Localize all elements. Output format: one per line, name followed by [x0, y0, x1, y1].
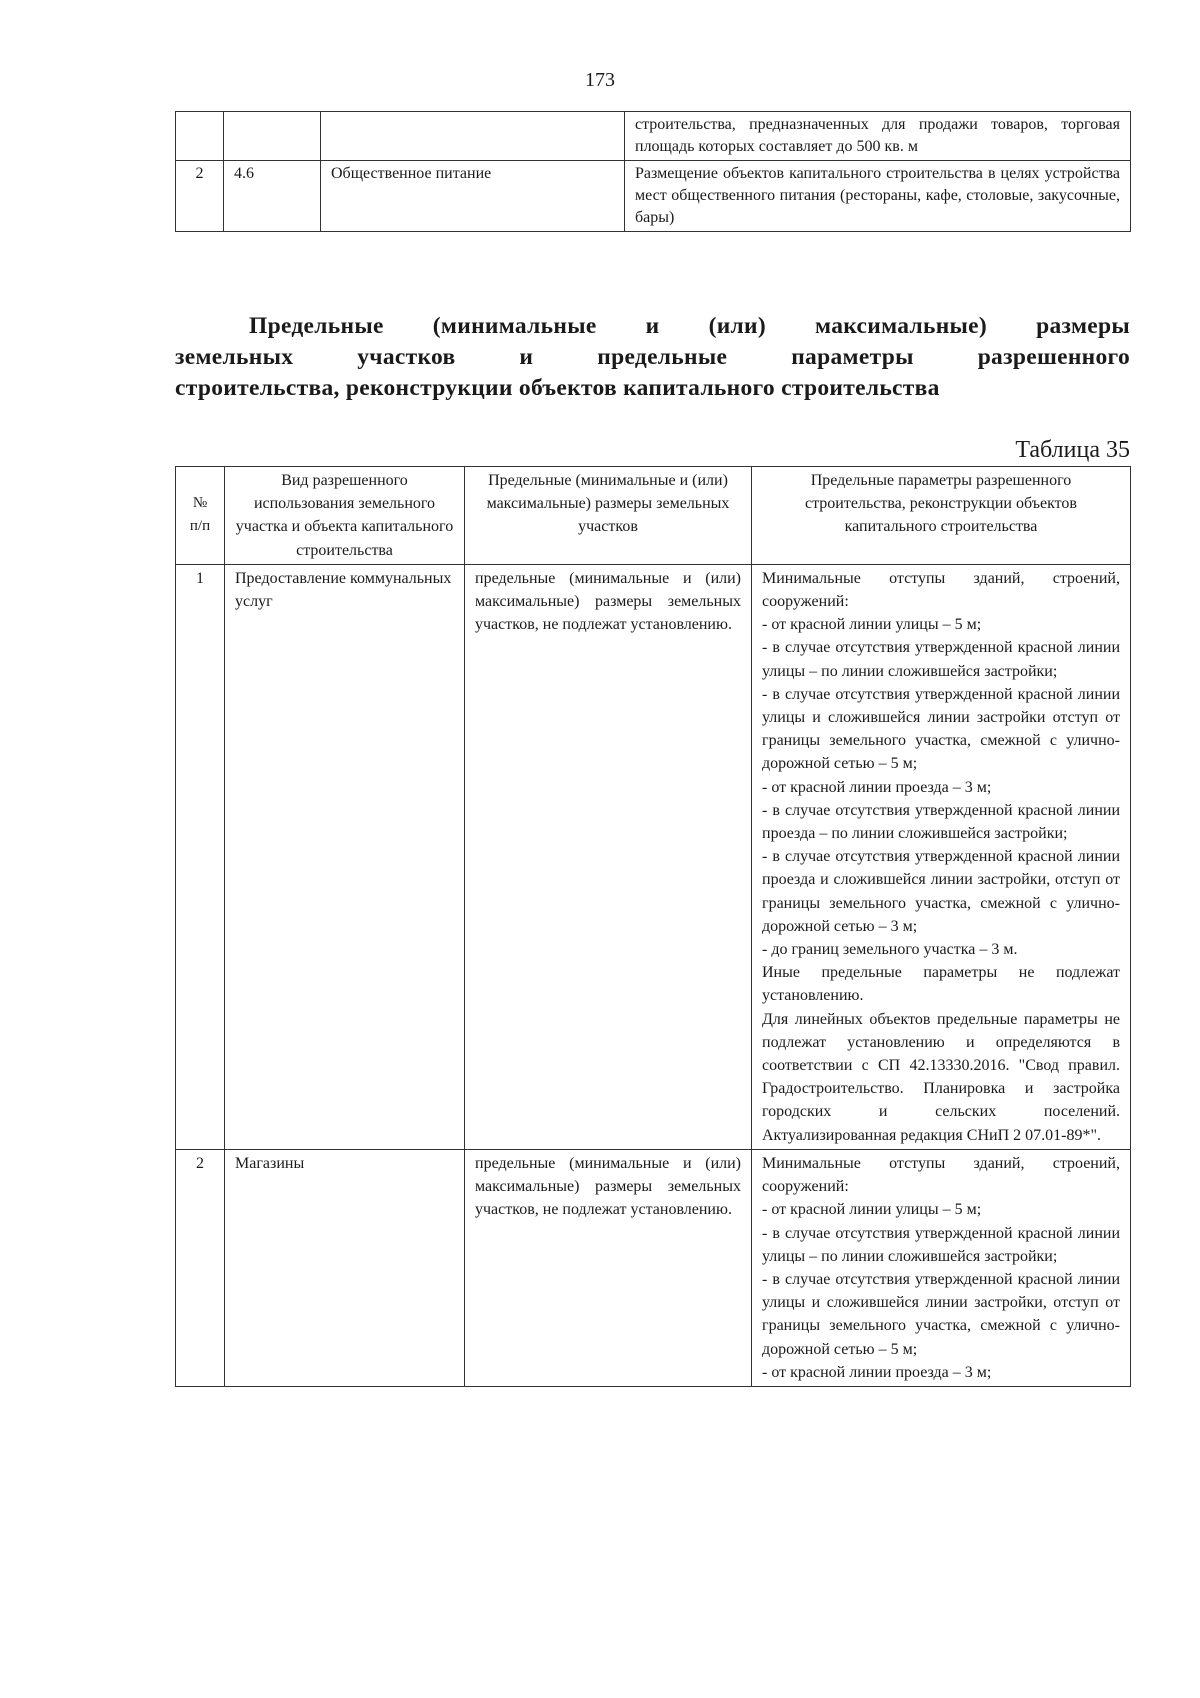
- param-item: - в случае отсутствия утвержденной красной линии улицы и сложившейся линии застройки, отступ от границы земельного участка, смежной с улично-дорожной сетью – 5 м;: [762, 1270, 1120, 1358]
- header-plot-sizes: Предельные (минимальные и (или) максимальные) размеры земельных участков: [465, 467, 752, 565]
- param-item: - в случае отсутствия утвержденной красной линии улицы и сложившейся линии застройки отступ от границы земельного участка, смежной с улично-дорожной сетью – 5 м;: [762, 685, 1120, 773]
- use-description: Размещение объектов капитального строительства в целях устройства мест общественного питания (рестораны, кафе, столовые, закусочные, бары): [625, 161, 1131, 232]
- table-caption: Таблица 35: [1015, 437, 1130, 463]
- param-item: - в случае отсутствия утвержденной красной линии проезда – по линии сложившейся застройки;: [762, 801, 1120, 843]
- params-cell: [752, 1149, 1131, 1386]
- row-number: 2: [176, 1149, 225, 1386]
- param-item: - до границ земельного участка – 3 м.: [762, 941, 1018, 959]
- param-item: - в случае отсутствия утвержденной красной линии улицы – по линии сложившейся застройки;: [762, 639, 1120, 680]
- param-item: - от красной линии проезда – 3 м;: [762, 778, 992, 796]
- table-header-row: [176, 467, 1131, 565]
- table-row: [176, 564, 1131, 1149]
- param-item: - в случае отсутствия утвержденной красной линии проезда и сложившейся линии застройки, отступ от границы земельного участка, смежной с улично-дорожной сетью – 3 м;: [762, 848, 1120, 935]
- row-number: [176, 112, 224, 161]
- params-cell: [752, 564, 1131, 1149]
- use-code: [224, 112, 321, 161]
- param-item: Для линейных объектов предельные параметры не подлежат установлению и определяются в соответствии с СП 42.13330.2016. "Свод правил. Градостроительство. Планировка и застройка городских и сельских поселений. Актуализированная редакция СНиП 2 07.01-89*".: [762, 1010, 1120, 1144]
- section-heading: [175, 311, 1130, 404]
- param-item: Иные предельные параметры не подлежат установлению.: [762, 964, 1120, 1005]
- page-number: 173: [585, 69, 615, 91]
- header-num: № п/п: [176, 467, 225, 565]
- plot-sizes: предельные (минимальные и (или) максимальные) размеры земельных участков, не подлежат установлению.: [465, 1149, 752, 1386]
- table-row: [176, 1149, 1131, 1386]
- use-description: строительства, предназначенных для продажи товаров, торговая площадь которых составляет до 500 кв. м: [625, 112, 1131, 161]
- param-item: - от красной линии улицы – 5 м;: [762, 616, 982, 634]
- param-item: - в случае отсутствия утвержденной красной линии улицы – по линии сложившейся застройки;: [762, 1224, 1120, 1265]
- table-row: [176, 161, 1131, 232]
- plot-sizes: предельные (минимальные и (или) максимальные) размеры земельных участков, не подлежат установлению.: [465, 564, 752, 1149]
- heading-line: земельных участков и предельные параметры разрешенного: [175, 344, 1130, 370]
- param-item: Минимальные отступы зданий, строений, сооружений:: [762, 1154, 1120, 1196]
- continued-table: [175, 111, 1131, 232]
- param-item: Минимальные отступы зданий, строений, сооружений:: [762, 569, 1120, 611]
- header-use-type: Вид разрешенного использования земельного участка и объекта капитального строительства: [225, 467, 465, 565]
- use-code: 4.6: [224, 161, 321, 232]
- use-type: Магазины: [225, 1149, 465, 1386]
- heading-line: строительства, реконструкции объектов капитального строительства: [175, 375, 940, 401]
- use-name: [321, 112, 625, 161]
- use-name: Общественное питание: [321, 161, 625, 232]
- heading-line: Предельные (минимальные и (или) максимальные) размеры: [249, 313, 1130, 339]
- table-row: [176, 112, 1131, 161]
- use-type: Предоставление коммунальных услуг: [225, 564, 465, 1149]
- limits-table: [175, 466, 1131, 1387]
- header-params: Предельные параметры разрешенного строительства, реконструкции объектов капитального строительства: [752, 467, 1131, 565]
- param-item: - от красной линии улицы – 5 м;: [762, 1201, 982, 1219]
- row-number: 1: [176, 564, 225, 1149]
- row-number: 2: [176, 161, 224, 232]
- param-item: - от красной линии проезда – 3 м;: [762, 1363, 992, 1381]
